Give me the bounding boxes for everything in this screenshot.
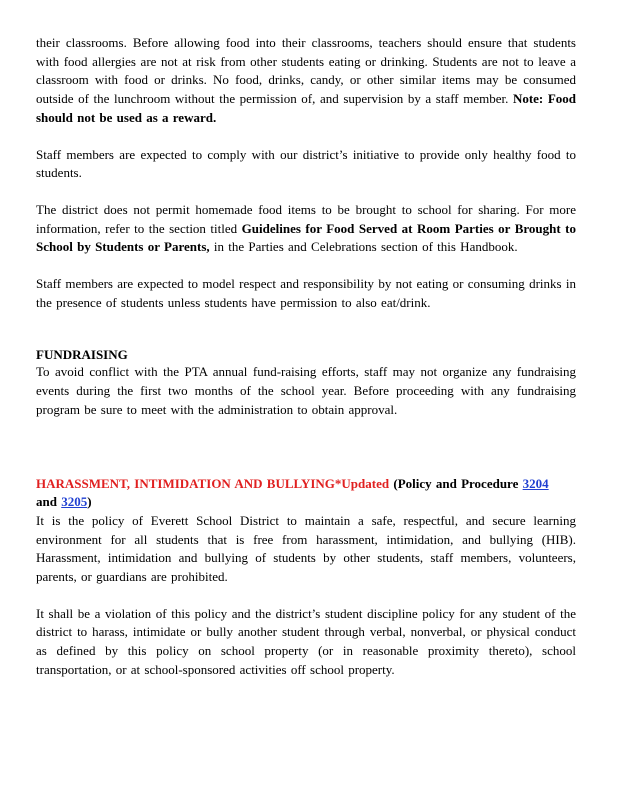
hib-heading (36, 475, 576, 512)
food-paragraph-2: Staff members are expected to comply with our district’s initiative to provide only healthy food to students. (36, 146, 576, 181)
and-text: and (36, 494, 57, 510)
hib-paragraph-1: It is the policy of Everett School District to maintain a safe, respectful, and secure learning environment for all students that is free from harassment, intimidation, and bullying (HIB). Harassment, intimidation and bullying of students by other students, staff members, volunteers, parents, or guardians are prohibited. (36, 512, 576, 585)
fundraising-paragraph: To avoid conflict with the PTA annual fund-raising efforts, staff may not organize any fundraising events during the first two months of the school year. Before proceeding with any fundraising program be sure to meet with the administration to obtain approval. (36, 364, 576, 417)
policy-3205-link[interactable]: 3205 (61, 494, 88, 510)
food-reward-note: Note: Food should not be used as a reward. (36, 91, 577, 125)
policy-3204-link[interactable]: 3204 (522, 475, 549, 491)
document-page (36, 34, 576, 680)
food-paragraph-4: Staff members are expected to model respect and responsibility by not eating or consuming drinks in the presence of students unless students have permission to also eat/drink. (36, 276, 576, 310)
policy-prefix: (Policy and Procedure (393, 475, 519, 491)
hib-paragraph-2: It shall be a violation of this policy and the district’s student discipline policy for any student of the district to harass, intimidate or bully another student through verbal, nonverbal, or physical conduct as defined by this policy on school property (or in reasonable proximity thereto), school transportation, or at school-sponsored activities off school property. (36, 605, 576, 677)
food-paragraph-1 (36, 34, 576, 128)
food-paragraph-1-text: their classrooms. Before allowing food into their classrooms, teachers should ensure that students with food allergies are not at risk from other students eating or drinking. Students are not to leave a classroom with food or drinks. No food, drinks, candy, or other similar items may be consumed outside of the lunchroom without the permission of, and supervision by a staff member. (36, 35, 576, 107)
food-guidelines-reference: Guidelines for Food Served at Room Parties or Brought to School by Students or Parents, (36, 220, 577, 255)
food-paragraph-3 (36, 201, 576, 257)
close-paren: ) (87, 494, 92, 510)
fundraising-heading: FUNDRAISING (36, 347, 128, 363)
hib-title: HARASSMENT, INTIMIDATION AND BULLYING*Updated (36, 475, 390, 491)
food-paragraph-3-text-a: The district does not permit homemade food items to be brought to school for sharing. For more information, refer to the section titled (36, 201, 576, 236)
food-paragraph-3-text-b: in the Parties and Celebrations section of this Handbook. (213, 239, 518, 255)
